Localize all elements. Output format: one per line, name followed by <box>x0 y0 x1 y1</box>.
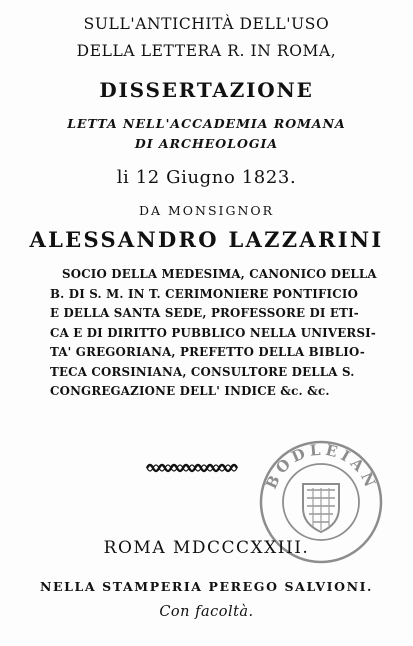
description-line: CA E DI DIRITTO PUBBLICO NELLA UNIVERSI- <box>50 325 376 340</box>
title-line-2: DELLA LETTERA R. IN ROMA, <box>76 42 337 60</box>
description-line: B. DI S. M. IN T. CERIMONIERE PONTIFICIO <box>50 286 359 301</box>
description-line: SOCIO DELLA MEDESIMA, CANONICO DELLA <box>62 267 377 281</box>
ornament-divider <box>145 461 241 475</box>
svg-text:BODLEIAN <box>262 441 381 494</box>
license-line: Con facoltà. <box>159 604 254 620</box>
description-line: TA' GREGORIANA, PREFETTO DELLA BIBLIO- <box>50 345 365 359</box>
read-at-line-1: LETTA NELL'ACCADEMIA ROMANA <box>67 116 346 131</box>
place-year: ROMA MDCCCXXIII. <box>103 538 310 558</box>
author-name: ALESSANDRO LAZZARINI <box>29 227 384 252</box>
shield-icon <box>303 484 339 532</box>
description-line: TECA CORSINIANA, CONSULTORE DELLA S. <box>50 364 355 379</box>
author-description <box>50 265 377 402</box>
printer-line: NELLA STAMPERIA PEREGO SALVIONI. <box>39 579 374 594</box>
description-line: CONGREGAZIONE DELL' INDICE &c. &c. <box>50 384 330 398</box>
description-line: E DELLA SANTA SEDE, PROFESSORE DI ETI- <box>50 306 359 320</box>
by-line: DA MONSIGNOR <box>138 203 275 218</box>
reading-date: li 12 Giugno 1823. <box>116 167 297 188</box>
title-line-1: SULL'ANTICHITÀ DELL'USO <box>83 15 330 33</box>
stamp-text: BODLEIAN <box>262 440 381 494</box>
read-at-line-2: DI ARCHEOLOGIA <box>134 136 279 151</box>
dissertation-heading: DISSERTAZIONE <box>99 78 314 102</box>
